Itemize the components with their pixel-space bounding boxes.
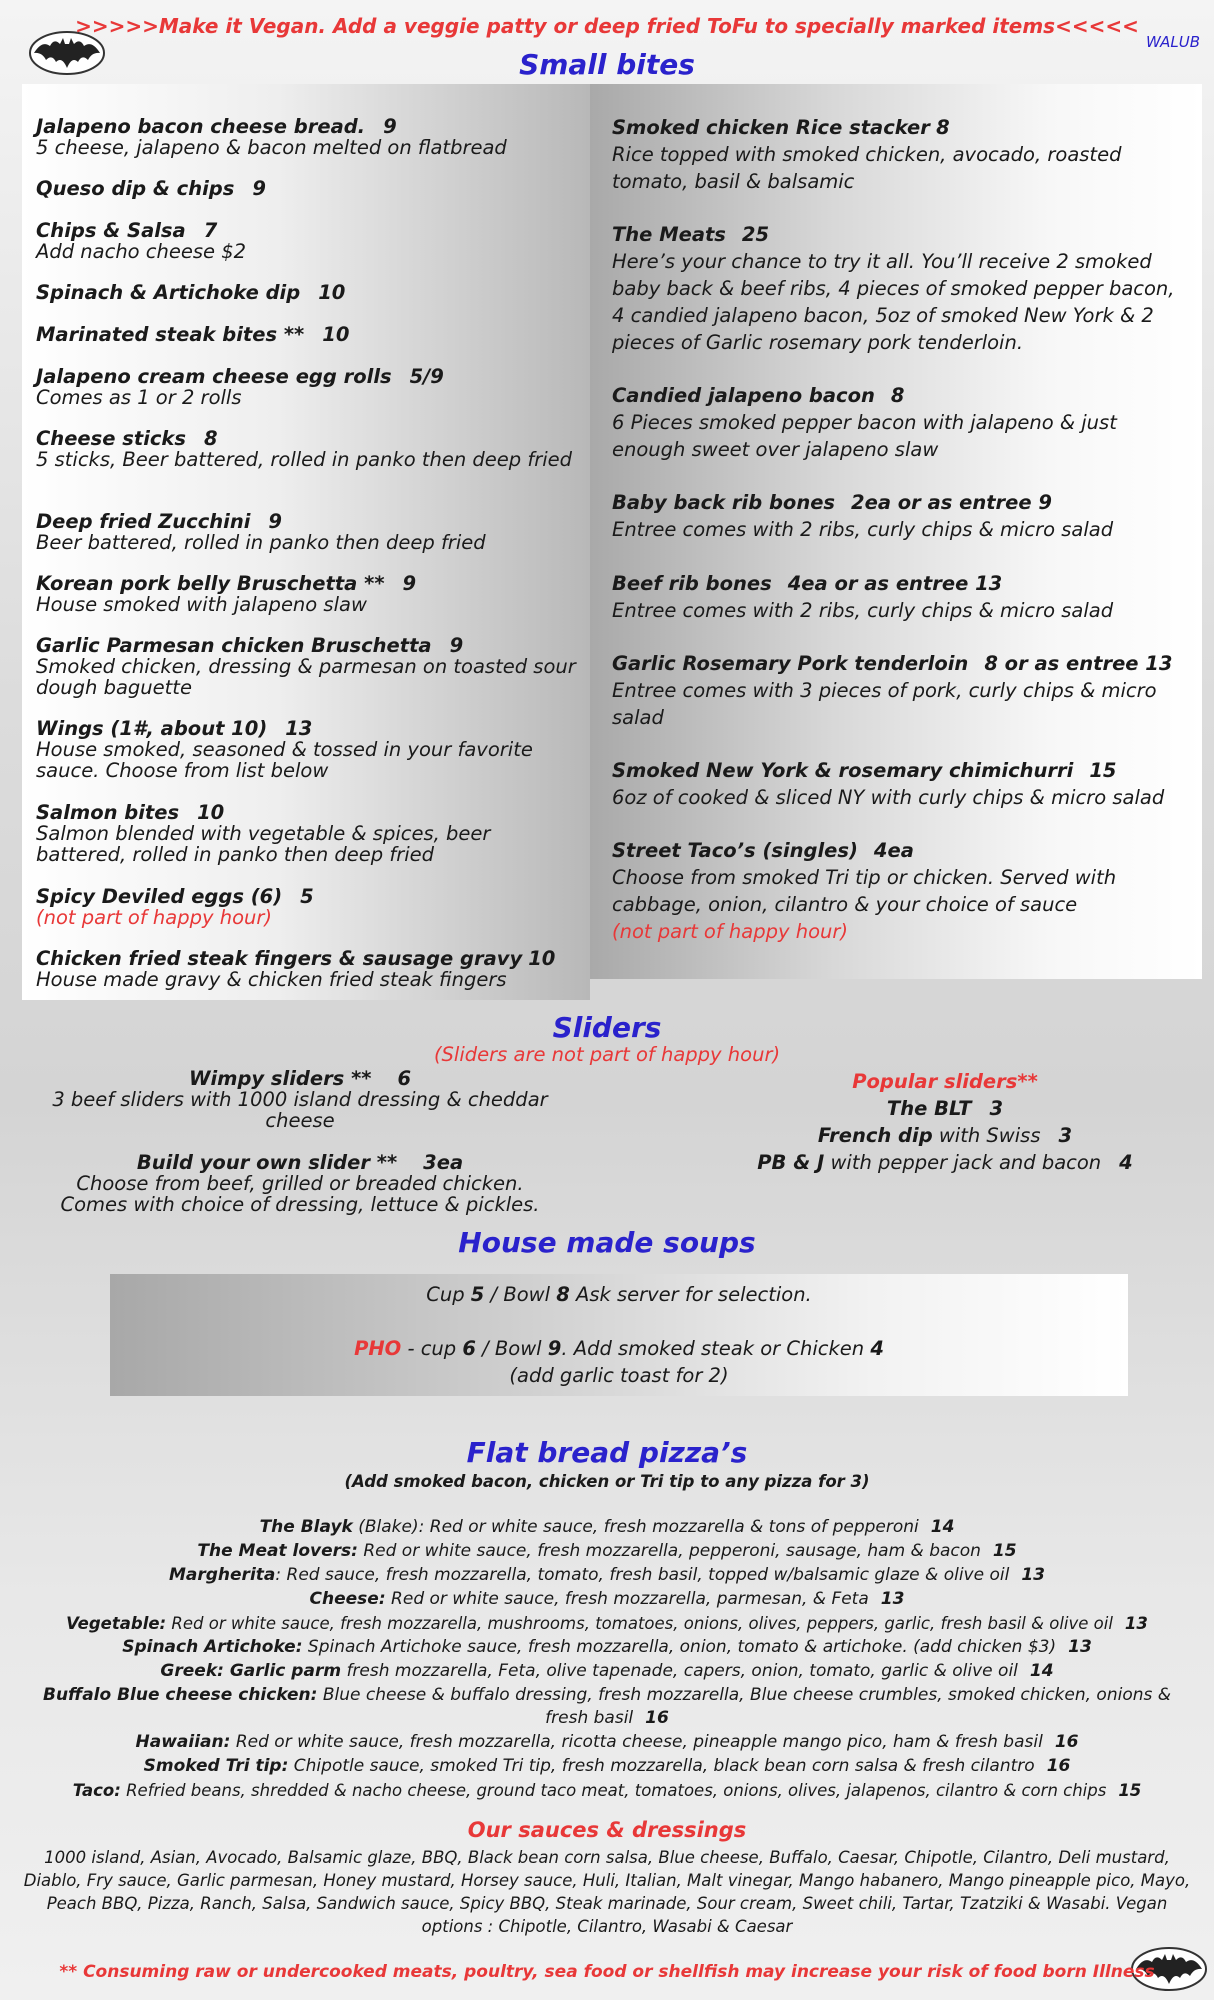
pizza-heading: Flat bread pizza’s bbox=[466, 1436, 748, 1469]
item-name: Marinated steak bites ** bbox=[36, 323, 305, 346]
item-desc: Refried beans, shredded & nacho cheese, ground taco meat, tomatoes, onions, olives, jalapenos, cilantro & corn chips bbox=[120, 1781, 1107, 1800]
menu-item bbox=[36, 718, 586, 781]
soup-text: . Add smoked steak or Chicken bbox=[561, 1337, 871, 1360]
item-name: Baby back rib bones bbox=[612, 491, 836, 514]
small-bites-heading: Small bites bbox=[519, 48, 695, 81]
item-price: 8 bbox=[204, 427, 218, 450]
item-price: 4ea or as entree 13 bbox=[787, 572, 1003, 595]
item-name: Beef rib bones bbox=[612, 572, 772, 595]
item-price: 14 bbox=[930, 1517, 955, 1537]
item-desc: House made gravy & chicken fried steak fingers bbox=[36, 968, 507, 991]
item-desc: 6oz of cooked & sliced NY with curly chips & micro salad bbox=[612, 786, 1165, 809]
item-price: 9 bbox=[268, 510, 282, 533]
item-price: 9 bbox=[402, 572, 417, 595]
item-price: 5 bbox=[300, 885, 314, 908]
pizza-item bbox=[0, 1564, 1214, 1587]
item-price: 13 bbox=[1124, 1614, 1148, 1633]
menu-item bbox=[36, 220, 586, 262]
item-desc: Choose from beef, grilled or breaded chicken. bbox=[76, 1172, 524, 1195]
item-desc: 5 sticks, Beer battered, rolled in panko then deep fried bbox=[36, 448, 573, 471]
item-price: 15 bbox=[1118, 1781, 1142, 1800]
sauces-heading: Our sauces & dressings bbox=[467, 1818, 747, 1842]
menu-item bbox=[612, 570, 1192, 624]
item-desc: fresh mozzarella, Feta, olive tapenade, capers, onion, tomato, garlic & olive oil bbox=[341, 1661, 1018, 1681]
item-name: Chicken fried steak fingers & sausage gravy bbox=[36, 947, 523, 970]
item-price: 3ea bbox=[423, 1151, 464, 1174]
menu-item bbox=[612, 114, 1192, 195]
item-price: 16 bbox=[1054, 1732, 1079, 1752]
item-desc: Add nacho cheese $2 bbox=[36, 240, 247, 263]
soup-price: 5 bbox=[470, 1283, 485, 1306]
wimpy-sliders bbox=[30, 1068, 570, 1131]
item-desc: : Red sauce, fresh mozzarella, tomato, fresh basil, topped w/balsamic glaze & olive oil bbox=[275, 1565, 1010, 1585]
sliders-heading: Sliders bbox=[552, 1011, 662, 1044]
item-name: Street Taco’s (singles) bbox=[612, 839, 858, 862]
pizza-item bbox=[0, 1755, 1214, 1778]
item-desc: Red or white sauce, fresh mozzarella, ricotta cheese, pineapple mango pico, ham & fresh basil bbox=[230, 1732, 1043, 1752]
menu-item bbox=[36, 635, 586, 698]
item-name: Candied jalapeno bacon bbox=[612, 384, 875, 407]
item-name: The Blayk bbox=[259, 1517, 353, 1537]
soup-text: (add garlic toast for 2) bbox=[509, 1364, 729, 1387]
item-price: 10 bbox=[528, 947, 556, 970]
item-name: Garlic Parmesan chicken Bruschetta bbox=[36, 634, 432, 657]
item-price: 25 bbox=[741, 223, 770, 246]
item-name: Margherita bbox=[168, 1565, 276, 1585]
pizza-item bbox=[0, 1660, 1214, 1683]
soup-text: / Bowl bbox=[484, 1283, 557, 1306]
happy-hour-note: (not part of happy hour) bbox=[612, 920, 848, 943]
item-price: 9 bbox=[252, 177, 266, 200]
item-name: Queso dip & chips bbox=[36, 177, 235, 200]
item-name: Spinach & Artichoke dip bbox=[36, 281, 301, 304]
item-desc: 3 beef sliders with 1000 island dressing & cheddar cheese bbox=[52, 1088, 548, 1132]
soup-text: / Bowl bbox=[475, 1337, 548, 1360]
item-price: 10 bbox=[197, 801, 225, 824]
soups-heading: House made soups bbox=[458, 1226, 756, 1259]
vegan-banner: >>>>>Make it Vegan. Add a veggie patty or deep fried ToFu to specially marked items<<<<< bbox=[75, 14, 1139, 38]
item-desc: with pepper jack and bacon bbox=[824, 1151, 1102, 1174]
item-desc: Here’s your chance to try it all. You’ll receive 2 smoked baby back & beef ribs, 4 pieces of smoked pepper bacon, 4 candied jalapeno bacon, 5oz of smoked New York & 2 pieces of Garlic rosemary pork tenderloin. bbox=[612, 250, 1175, 354]
menu-item bbox=[612, 650, 1192, 731]
menu-item bbox=[612, 757, 1192, 811]
soup-text: Cup bbox=[426, 1283, 471, 1306]
item-price: 2ea or as entree 9 bbox=[851, 491, 1052, 514]
item-desc: Salmon blended with vegetable & spices, beer battered, rolled in panko then deep fried bbox=[36, 822, 491, 866]
item-name: Spinach Artichoke: bbox=[122, 1637, 303, 1657]
item-price: 4 bbox=[1119, 1151, 1133, 1174]
pizza-item bbox=[0, 1588, 1214, 1611]
item-name: Garlic Rosemary Pork tenderloin bbox=[612, 652, 969, 675]
item-name: Deep fried Zucchini bbox=[36, 510, 251, 533]
item-desc: Chipotle sauce, smoked Tri tip, fresh mozzarella, black bean corn salsa & fresh cilantro bbox=[288, 1756, 1035, 1776]
item-price: 10 bbox=[318, 281, 346, 304]
soup-text: Ask server for selection. bbox=[569, 1283, 812, 1306]
popular-sliders-title: Popular sliders** bbox=[852, 1070, 1038, 1093]
item-name: PB & J bbox=[757, 1151, 825, 1174]
item-price: 16 bbox=[1046, 1756, 1071, 1776]
soup-text: - cup bbox=[401, 1337, 463, 1360]
item-desc: Choose from smoked Tri tip or chicken. Served with cabbage, onion, cilantro & your choice of sauce bbox=[612, 866, 1117, 916]
item-price: 15 bbox=[992, 1541, 1017, 1561]
item-name: Build your own slider ** bbox=[136, 1151, 398, 1174]
item-price: 13 bbox=[880, 1589, 905, 1609]
pizza-item bbox=[0, 1516, 1214, 1539]
build-your-own-slider bbox=[30, 1152, 570, 1215]
item-desc: Red or white sauce, fresh mozzarella, pepperoni, sausage, ham & bacon bbox=[357, 1541, 981, 1561]
pho-label: PHO bbox=[354, 1337, 402, 1360]
item-name: Wimpy sliders ** bbox=[188, 1067, 372, 1090]
item-price: 10 bbox=[322, 323, 350, 346]
item-price: 13 bbox=[285, 717, 313, 740]
happy-hour-note: (not part of happy hour) bbox=[36, 906, 272, 929]
item-price: 8 or as entree 13 bbox=[984, 652, 1173, 675]
item-desc: Beer battered, rolled in panko then deep fried bbox=[36, 531, 486, 554]
item-price: 7 bbox=[203, 219, 218, 242]
item-name: Vegetable: bbox=[66, 1614, 167, 1633]
pizza-item bbox=[0, 1540, 1214, 1563]
item-name: The Meat lovers: bbox=[197, 1541, 358, 1561]
menu-item bbox=[36, 116, 586, 158]
item-price: 4ea bbox=[873, 839, 914, 862]
item-name: Hawaiian: bbox=[135, 1732, 231, 1752]
item-name: Buffalo Blue cheese chicken: bbox=[42, 1685, 318, 1705]
item-price: 6 bbox=[397, 1067, 412, 1090]
item-desc: Entree comes with 2 ribs, curly chips & micro salad bbox=[612, 518, 1114, 541]
item-name: Spicy Deviled eggs (6) bbox=[36, 885, 283, 908]
item-desc: Entree comes with 3 pieces of pork, curly chips & micro salad bbox=[612, 679, 1157, 729]
item-desc: Red or white sauce, fresh mozzarella, parmesan, & Feta bbox=[385, 1589, 869, 1609]
item-price: 3 bbox=[989, 1097, 1004, 1120]
item-name: The Meats bbox=[612, 223, 726, 246]
menu-item bbox=[36, 428, 586, 470]
item-desc: House smoked, seasoned & tossed in your favorite sauce. Choose from list below bbox=[36, 738, 533, 782]
item-price: 9 bbox=[449, 634, 464, 657]
pizza-item bbox=[0, 1731, 1214, 1754]
menu-item bbox=[36, 178, 586, 199]
menu-item bbox=[36, 573, 586, 615]
item-name: Wings (1#, about 10) bbox=[36, 717, 268, 740]
sauces-list: 1000 island, Asian, Avocado, Balsamic glaze, BBQ, Black bean corn salsa, Blue cheese, Buffalo, Caesar, Chipotle, Cilantro, Deli mustard, Diablo, Fry sauce, Garlic parmesan, Honey mustard, Horsey sauce, Huli, Italian, Malt vinegar, Mango habanero, Mango pineapple pico, Mayo, Peach BBQ, Pizza, Ranch, Salsa, Sandwich sauce, Spicy BBQ, Steak marinade, Sour cream, Sweet chili, Tartar, Tzatziki & Wasabi. Vegan options : Chipotle, Cilantro, Wasabi & Caesar bbox=[23, 1848, 1191, 1936]
soup-price: 8 bbox=[556, 1283, 570, 1306]
item-name: Cheese: bbox=[309, 1589, 386, 1609]
menu-item bbox=[36, 886, 586, 928]
item-price: 13 bbox=[1068, 1637, 1092, 1657]
item-desc: (Blake): Red or white sauce, fresh mozzarella & tons of pepperoni bbox=[352, 1517, 919, 1537]
menu-item bbox=[36, 948, 586, 990]
item-name: Jalapeno cream cheese egg rolls bbox=[36, 365, 392, 388]
menu-item bbox=[36, 324, 586, 345]
item-name: Smoked Tri tip: bbox=[143, 1756, 289, 1776]
item-name: Chips & Salsa bbox=[36, 219, 186, 242]
item-name: Cheese sticks bbox=[36, 427, 187, 450]
menu-item bbox=[36, 282, 586, 303]
soup-details bbox=[110, 1281, 1128, 1389]
item-desc: Spinach Artichoke sauce, fresh mozzarella, onion, tomato & artichoke. (add chicken $3) bbox=[302, 1637, 1057, 1657]
item-name: Jalapeno bacon cheese bread. bbox=[36, 115, 366, 138]
item-desc: Rice topped with smoked chicken, avocado, roasted tomato, basil & balsamic bbox=[612, 143, 1122, 193]
item-price: 9 bbox=[383, 115, 397, 138]
item-name: Smoked New York & rosemary chimichurri bbox=[612, 759, 1074, 782]
menu-item bbox=[36, 802, 586, 865]
item-desc: Red or white sauce, fresh mozzarella, mushrooms, tomatoes, onions, olives, peppers, garlic, fresh basil & olive oil bbox=[166, 1614, 1113, 1633]
item-desc: Comes with choice of dressing, lettuce & pickles. bbox=[60, 1193, 540, 1216]
corner-tag: WALUB bbox=[1146, 33, 1200, 51]
item-price: 8 bbox=[890, 384, 905, 407]
item-price: 8 bbox=[936, 116, 950, 139]
item-name: Smoked chicken Rice stacker bbox=[612, 116, 930, 139]
menu-item bbox=[36, 511, 586, 553]
menu-item bbox=[612, 221, 1192, 356]
item-name: French dip bbox=[817, 1124, 933, 1147]
item-desc: House smoked with jalapeno slaw bbox=[36, 593, 367, 616]
popular-sliders bbox=[680, 1068, 1210, 1176]
pizza-item bbox=[0, 1779, 1214, 1802]
pizza-subtitle: (Add smoked bacon, chicken or Tri tip to any pizza for 3) bbox=[344, 1472, 870, 1491]
item-desc: Blue cheese & buffalo dressing, fresh mozzarella, Blue cheese crumbles, smoked chicken, onions & fresh basil bbox=[317, 1685, 1172, 1728]
item-name: Salmon bites bbox=[36, 801, 180, 824]
item-price: 5/9 bbox=[409, 365, 444, 388]
pizza-item bbox=[0, 1612, 1214, 1635]
menu-item bbox=[612, 382, 1192, 463]
item-desc: Smoked chicken, dressing & parmesan on toasted sour dough baguette bbox=[36, 655, 576, 699]
menu-item bbox=[612, 489, 1192, 543]
item-desc: Comes as 1 or 2 rolls bbox=[36, 386, 242, 409]
item-desc: with Swiss bbox=[932, 1124, 1041, 1147]
soup-price: 9 bbox=[547, 1337, 562, 1360]
item-name: Greek: Garlic parm bbox=[160, 1661, 342, 1681]
item-price: 16 bbox=[645, 1708, 669, 1728]
item-desc: Entree comes with 2 ribs, curly chips & micro salad bbox=[612, 599, 1114, 622]
item-desc: 5 cheese, jalapeno & bacon melted on flatbread bbox=[36, 136, 507, 159]
pizza-item bbox=[0, 1636, 1214, 1659]
soup-price: 6 bbox=[462, 1337, 476, 1360]
sliders-note: (Sliders are not part of happy hour) bbox=[433, 1043, 781, 1066]
pizza-item bbox=[30, 1684, 1184, 1730]
food-safety-warning: ** Consuming raw or undercooked meats, poultry, sea food or shellfish may increase your risk of food born Illness bbox=[59, 1962, 1155, 1982]
item-name: Korean pork belly Bruschetta ** bbox=[36, 572, 385, 595]
item-price: 3 bbox=[1058, 1124, 1073, 1147]
item-price: 13 bbox=[1021, 1565, 1045, 1585]
soup-price: 4 bbox=[870, 1337, 884, 1360]
menu-item bbox=[36, 366, 586, 408]
item-price: 14 bbox=[1029, 1661, 1054, 1681]
item-price: 15 bbox=[1089, 759, 1117, 782]
item-name: Taco: bbox=[72, 1781, 121, 1800]
menu-item bbox=[612, 837, 1192, 945]
item-name: The BLT bbox=[886, 1097, 972, 1120]
item-desc: 6 Pieces smoked pepper bacon with jalapeno & just enough sweet over jalapeno slaw bbox=[612, 411, 1117, 461]
